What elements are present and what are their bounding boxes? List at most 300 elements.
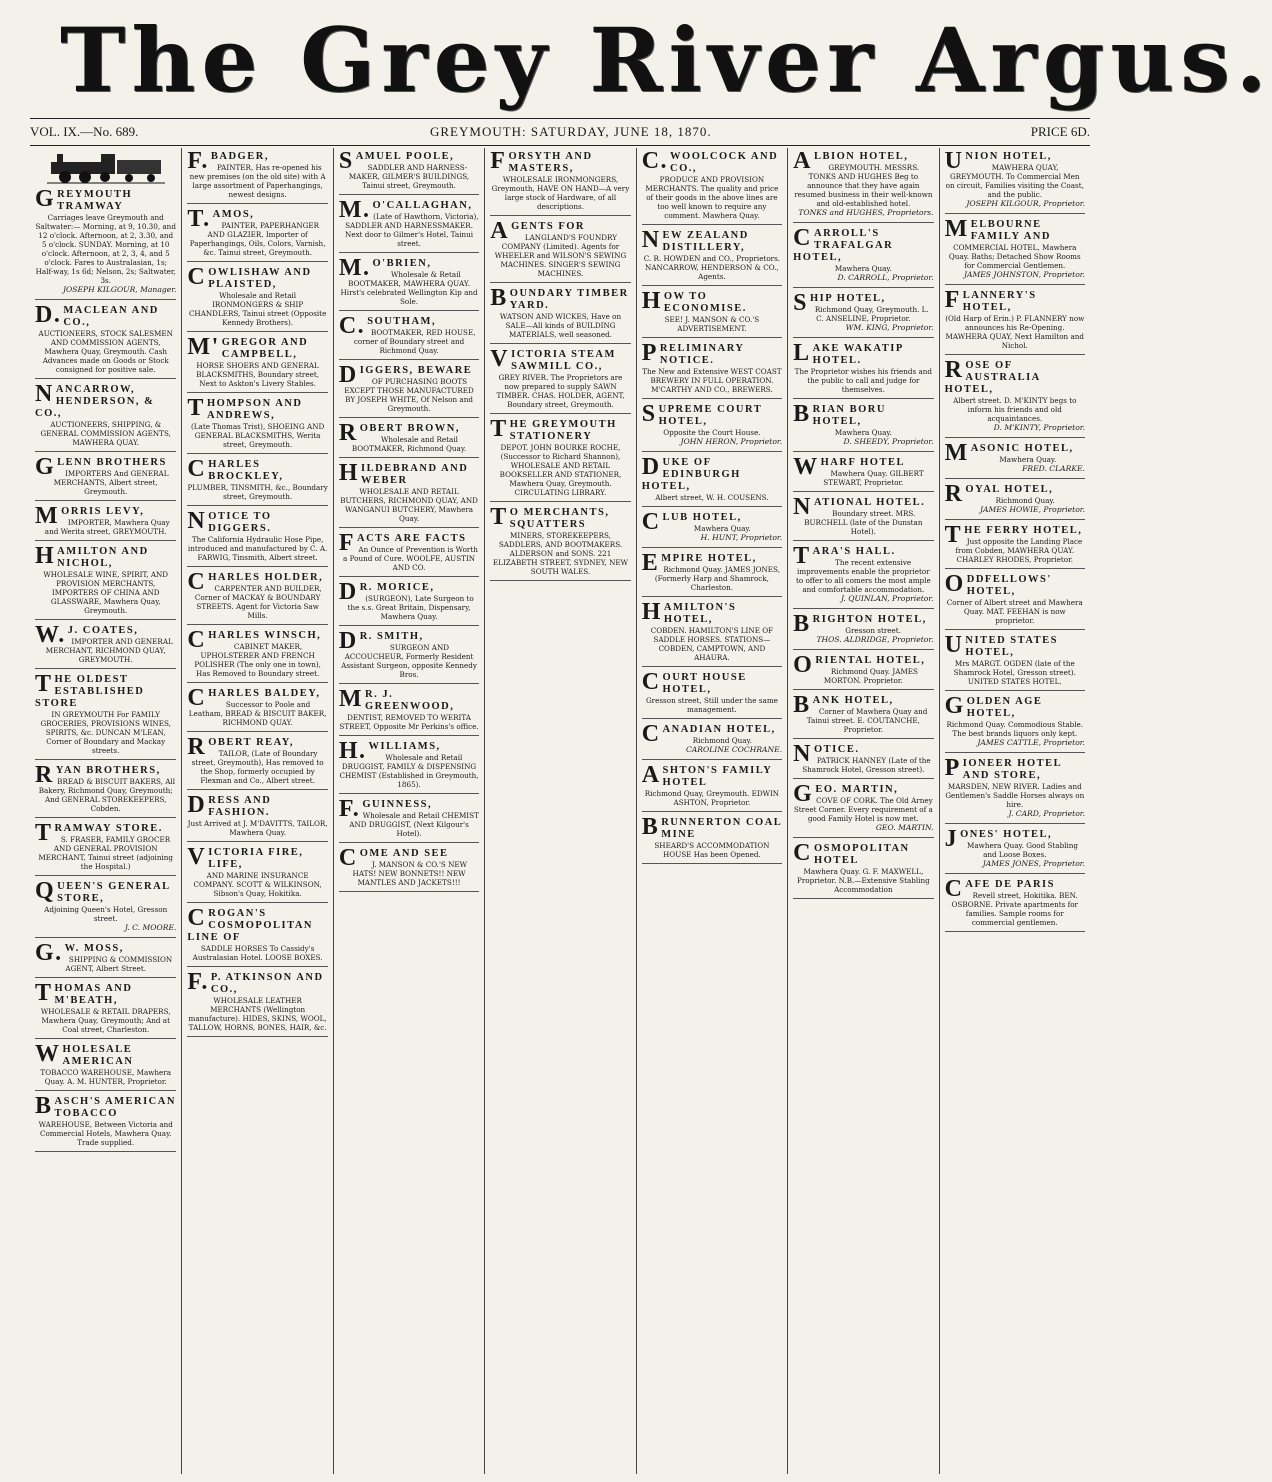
advertisement (642, 227, 782, 286)
ad-heading: CHARLES BROCKLEY, (187, 456, 284, 482)
ad-heading: GLENN BROTHERS (35, 454, 167, 480)
ad-heading: VICTORIA STEAM SAWMILL CO., (490, 346, 616, 372)
advertisement (339, 738, 479, 794)
ad-heading: GEO. MARTIN, (793, 781, 899, 807)
ad-body: WHOLESALE IRONMONGERS, Greymouth, HAVE ON HAND—A very large stock of Hardware, of all descriptions. (491, 175, 630, 211)
advertisement (187, 792, 327, 842)
dateline (30, 124, 1090, 146)
advertisement (642, 340, 782, 399)
advertisement (35, 454, 176, 501)
ad-body: Richmond Quay, Greymouth. EDWIN ASHTON, Proprietor. (644, 789, 780, 807)
ad-body: Richmond Quay. Commodious Stable. The best brands liquors only kept. (946, 720, 1084, 738)
ad-body: CABINET MAKER, UPHOLSTERER AND FRENCH POLISHER (The only one in town), Has Removed to Boundary street. (194, 642, 321, 678)
ad-heading: LAKE WAKATIP HOTEL. (793, 340, 904, 366)
ad-heading: THOMPSON AND ANDREWS, (187, 395, 303, 421)
advertisement (642, 288, 782, 338)
advertisement (35, 543, 176, 620)
ad-body: HORSE SHOERS AND GENERAL BLACKSMITHS, Boundary street, Next to Askton's Livery Stables. (196, 361, 320, 388)
ad-heading: SUPREME COURT HOTEL, (641, 401, 763, 427)
ad-heading: MORRIS LEVY, (35, 503, 145, 529)
ad-body: GREYMOUTH. MESSRS. TONKS AND HUGHES Beg to announce that they have again resumed business in their well-known and old-established hotel. (794, 163, 933, 208)
advertisement (642, 401, 782, 452)
ad-heading: GOLDEN AGE HOTEL, (944, 693, 1043, 719)
ad-body: Richmond Quay. JAMES JONES, (Formerly Harp and Shamrock, Charleston. (654, 565, 780, 592)
ad-heading: THE OLDEST ESTABLISHED STORE (35, 671, 145, 709)
ad-heading: RYAN BROTHERS, (35, 762, 161, 788)
advertisement (945, 876, 1085, 932)
ad-body: OF PURCHASING BOOTS EXCEPT THOSE MANUFACTURED BY JOSEPH WHITE, Of Nelson and Greymouth. (344, 377, 474, 413)
ad-heading: T.AMOS, (187, 206, 255, 232)
ad-body: Richmond Quay. (995, 496, 1055, 505)
ad-body: Mawhera Quay. (834, 264, 892, 273)
ad-heading: BOUNDARY TIMBER YARD. (490, 285, 629, 311)
ad-heading: ROBERT BROWN, (338, 420, 460, 446)
ad-body: The recent extensive improvements enable the proprietor to offer to all comers the most ample and comfortable accommodation. (795, 558, 931, 594)
ad-heading: BRUNNERTON COAL MINE (641, 814, 782, 840)
ad-heading: BRIGHTON HOTEL, (793, 611, 927, 637)
advertisement (187, 264, 327, 332)
advertisement (490, 504, 630, 581)
ad-body: IMPORTER AND GENERAL MERCHANT, RICHMOND QUAY, GREYMOUTH. (45, 637, 173, 664)
advertisement (187, 508, 327, 567)
advertisement (793, 652, 933, 690)
ad-signature: D. M'KINTY, Proprietor. (993, 423, 1085, 432)
ad-body: Richmond Quay. JAMES MORTON. Proprietor. (823, 667, 918, 685)
ad-body: WHOLESALE AND RETAIL BUTCHERS, RICHMOND QUAY, AND WANGANUI BUTCHERY, Mawhera Quay. (340, 487, 478, 523)
ad-body: The California Hydraulic Hose Pipe, introduced and manufactured by C. A. FARWIG, Tinsmith, Albert street. (187, 535, 328, 562)
ad-body: Corner of Mawhera Quay and Tainui street. E. COUTANCHE, Proprietor. (806, 707, 928, 734)
ad-heading: CANADIAN HOTEL, (641, 721, 776, 747)
ad-heading: NEW ZEALAND DISTILLERY, (641, 227, 749, 253)
ad-heading: ROBERT REAY, (187, 734, 295, 760)
advertisement (490, 148, 630, 216)
ad-heading: EMPIRE HOTEL, (641, 550, 757, 576)
ad-body: Wholesale and Retail CHEMIST AND DRUGGIST, (Next Kilgour's Hotel). (349, 811, 479, 838)
advertisement (187, 844, 327, 903)
ad-heading: ROYAL HOTEL, (944, 481, 1054, 507)
ad-heading: DUKE OF EDINBURGH HOTEL, (641, 454, 741, 492)
advertisement (339, 530, 479, 577)
ad-heading: FORSYTH AND MASTERS, (490, 148, 593, 174)
ad-body: Wholesale and Retail BOOTMAKER, Richmond Quay. (351, 435, 467, 453)
ad-heading: C.SOUTHAM, (338, 313, 437, 339)
ad-heading: FLANNERY'S HOTEL, (944, 287, 1037, 313)
ad-body: Gresson street. (845, 626, 901, 635)
ad-body: AUCTIONEERS, STOCK SALESMEN AND COMMISSION AGENTS, Mawhera Quay, Greymouth. Cash Advances made on Goods or Stock consigned for positive sale. (38, 329, 173, 374)
advertisement (339, 362, 479, 418)
ad-heading: TARA'S HALL. (793, 543, 896, 569)
ad-heading: GREYMOUTH TRAMWAY (35, 186, 133, 212)
advertisement (642, 454, 782, 507)
ad-body: An Ounce of Prevention is Worth a Pound of Cure. WOOLFE, AUSTIN AND CO. (343, 545, 478, 572)
advertisement (642, 509, 782, 548)
advertisement (187, 569, 327, 625)
advertisement (339, 420, 479, 458)
ad-signature: JOHN HERON, Proprietor. (680, 437, 783, 446)
advertisement (793, 543, 933, 609)
advertisement (187, 395, 327, 454)
ad-heading: G.W. MOSS, (35, 940, 124, 966)
ad-body: S. FRASER, FAMILY GROCER AND GENERAL PROVISION MERCHANT, Tainui street (adjoining the Hospital.) (38, 835, 174, 871)
advertisement (642, 762, 782, 812)
ad-heading: NATIONAL HOTEL. (793, 494, 926, 520)
ad-signature: JAMES JOHNSTON, Proprietor. (963, 270, 1085, 279)
ad-heading: F.BADGER, (187, 148, 269, 174)
ad-body: SHIPPING & COMMISSION AGENT, Albert Street. (65, 955, 173, 973)
ad-heading: WHOLESALE AMERICAN (35, 1041, 134, 1067)
ad-heading: W.J. COATES, (35, 622, 139, 648)
advertisement (339, 460, 479, 528)
advertisement (187, 905, 327, 967)
advertisement (187, 685, 327, 732)
advertisement (793, 781, 933, 838)
ad-heading: COME AND SEE (338, 845, 449, 871)
advertisement (35, 878, 176, 938)
ad-heading: MELBOURNE FAMILY AND (944, 216, 1051, 242)
ad-body: Mawhera Quay. (834, 428, 892, 437)
ad-body: PAINTER, PAPERHANGER AND GLAZIER, Importer of Paperhangings, Oils, Colors, Varnish, &c. Tainui street, Greymouth. (189, 221, 326, 257)
ad-heading: ODDFELLOWS' HOTEL, (944, 571, 1052, 597)
column-2 (181, 148, 332, 1474)
advertisement (793, 494, 933, 541)
advertisement (642, 721, 782, 760)
ad-body: SHEARD'S ACCOMMODATION HOUSE Has been Opened. (654, 841, 770, 859)
ad-heading: ORIENTAL HOTEL, (793, 652, 926, 678)
ad-heading: DIGGERS, BEWARE (338, 362, 473, 388)
ad-body: DENTIST, REMOVED TO WERITA STREET, Opposite Mr Perkins's office. (339, 713, 479, 731)
advertisement (642, 599, 782, 667)
masthead (0, 0, 1272, 118)
ad-body: COMMERCIAL HOTEL, Mawhera Quay. Baths; Detached Show Rooms for Commercial Gentlemen. (948, 243, 1081, 270)
advertisement (187, 734, 327, 790)
ad-heading: M.O'CALLAGHAN, (338, 197, 473, 223)
ad-body: AND MARINE INSURANCE COMPANY. SCOTT & WILKINSON, Sibson's Quay, Hokitika. (193, 871, 322, 898)
advertisement (793, 290, 933, 338)
top-rule (30, 118, 1090, 119)
ad-body: Adjoining Queen's Hotel, Gresson street. (44, 905, 168, 923)
ad-heading: DR. MORICE, (338, 579, 435, 605)
ad-body: (Late Thomas Trist), SHOEING AND GENERAL BLACKSMITHS, Werita street, Greymouth. (190, 422, 325, 449)
advertisement (793, 340, 933, 399)
ad-signature: J. CARD, Proprietor. (1008, 809, 1085, 818)
column-1 (30, 148, 181, 1474)
advertisement (793, 611, 933, 650)
ad-heading: CHARLES BALDEY, (187, 685, 321, 711)
ad-body: Wholesale and Retail DRUGGIST, FAMILY & DISPENSING CHEMIST (Established in Greymouth, 1865). (339, 753, 479, 789)
advertisement (793, 401, 933, 452)
ad-body: PLUMBER, TINSMITH, &c., Boundary street, Greymouth. (187, 483, 328, 501)
ad-signature: D. CARROLL, Proprietor. (837, 273, 934, 282)
ad-body: BOOTMAKER, RED HOUSE, corner of Boundary street and Richmond Quay. (353, 328, 476, 355)
ad-signature: CAROLINE COCHRANE. (685, 745, 783, 754)
advertisement (35, 820, 176, 876)
ad-body: COVE OF CORK. The Old Arney Street Corner. Every requirement of a good Family Hotel is now met. (793, 796, 933, 823)
advertisement (793, 692, 933, 739)
ad-heading: M.O'BRIEN, (338, 255, 432, 281)
ad-body: PAINTER, Has re-opened his new premises (on the old site) with A large assortment of Paperhangings, newest designs. (189, 163, 326, 199)
advertisement (339, 628, 479, 684)
advertisement (945, 440, 1085, 479)
advertisement (793, 225, 933, 288)
ad-body: Successor to Poole and Leatham, BREAD & BISCUIT BAKER, RICHMOND QUAY. (188, 700, 327, 727)
dateline-rule (30, 145, 1090, 146)
ad-heading: UNITED STATES HOTEL, (944, 632, 1059, 658)
ad-heading: CAFE DE PARIS (944, 876, 1055, 902)
ad-heading: M'GREGOR AND CAMPBELL, (187, 334, 309, 360)
ad-body: MAWHERA QUAY, GREYMOUTH. To Commercial Men on circuit, Families visiting the Coast, and the public. (945, 163, 1084, 199)
ad-heading: TO MERCHANTS, SQUATTERS (490, 504, 610, 530)
advertisement (339, 313, 479, 360)
advertisement (35, 1093, 176, 1152)
ad-body: COBDEN. HAMILTON'S LINE OF SADDLE HORSES. STATIONS—COBDEN, CAMPTOWN, AND AHAURA. (650, 626, 774, 662)
ad-body: Mawhera Quay. Good Stabling and Loose Boxes. (967, 841, 1079, 859)
ad-body: DEPOT. JOHN BOURKE ROCHE, (Successor to Richard Shannon), WHOLESALE AND RETAIL BOOKSELLER AND STATIONER, Mawhera Quay, Greymouth. CIRCULATING LIBRARY. (499, 443, 622, 497)
ad-heading: PRELIMINARY NOTICE. (641, 340, 745, 366)
ad-body: BREAD & BISCUIT BAKERS, All Bakery, Richmond Quay, Greymouth; And GENERAL STOREKEEPERS, Cobden. (38, 777, 176, 813)
advertisement (945, 755, 1085, 824)
locomotive-engraving (47, 150, 165, 184)
advertisement (187, 456, 327, 506)
ad-body: Wholesale & Retail BOOTMAKER, MAWHERA QUAY. Hirst's celebrated Wellington Kip and Sole. (340, 270, 478, 306)
ad-heading: VICTORIA FIRE, LIFE, (187, 844, 304, 870)
column-4 (484, 148, 635, 1474)
ad-body: MINERS, STOREKEEPERS, SADDLERS, AND BOOTMAKERS. ALDERSON and SONS. 221 ELIZABETH STREET, SYDNEY, NEW SOUTH WALES. (492, 531, 629, 576)
ad-heading: BANK HOTEL, (793, 692, 894, 718)
ad-body: SADDLE HORSES To Cassidy's Australasian Hotel. LOOSE BOXES. (192, 944, 323, 962)
advertisement (35, 1041, 176, 1091)
ad-heading: HAMILTON AND NICHOL, (35, 543, 149, 569)
ad-body: Richmond Quay. (692, 736, 752, 745)
ad-body: Gresson street, Still under the same management. (645, 696, 778, 714)
ad-heading: THE FERRY HOTEL, (944, 522, 1083, 548)
volume-number: VOL. IX.—No. 689. (30, 124, 139, 139)
ad-body: WHOLESALE & RETAIL DRAPERS, Mawhera Quay, Greymouth; And at Coal street, Charleston. (40, 1007, 171, 1034)
advertisement (793, 148, 933, 223)
ad-body: Mawhera Quay. G. F. MAXWELL, Proprietor. N.B.—Extensive Stabling Accommodation (797, 867, 930, 894)
ad-heading: NOTICE. (793, 741, 860, 767)
ad-body: Mawhera Quay. GILBERT STEWART, Proprietor. (823, 469, 924, 487)
advertisement (35, 622, 176, 669)
ad-signature: JOSEPH KILGOUR, Proprietor. (966, 199, 1085, 208)
ad-body: Boundary street. MRS. BURCHELL (late of the Dunstan Hotel). (804, 509, 923, 536)
advertisement (945, 481, 1085, 520)
ad-heading: JONES' HOTEL, (944, 826, 1053, 852)
advertisement (339, 148, 479, 195)
advertisement (35, 762, 176, 818)
ad-heading: C.WOOLCOCK AND CO., (641, 148, 779, 174)
advertisement (793, 454, 933, 492)
ad-body: WATSON AND WICKES, Have on SALE—All kinds of BUILDING MATERIALS, well seasoned. (499, 312, 622, 339)
ad-body: (Late of Hawthorn, Victoria), SADDLER AND HARNESSMAKER. Next door to Gilmer's Hotel, Tainui street. (345, 212, 479, 248)
ad-heading: BRIAN BORU HOTEL, (793, 401, 886, 427)
ad-heading: AGENTS FOR (490, 218, 586, 244)
ad-heading: ALBION HOTEL, (793, 148, 909, 174)
ad-heading: COWLISHAW AND PLAISTED, (187, 264, 312, 290)
ad-heading: HAMILTON'S HOTEL, (641, 599, 737, 625)
ad-signature: GEO. MARTIN. (875, 823, 934, 832)
advertisement (945, 216, 1085, 285)
ad-body: Albert street. D. M'KINTY begs to inform his friends and old acquaintances. (953, 396, 1077, 423)
ad-signature: FRED. CLARKE. (1022, 464, 1085, 473)
ad-heading: COURT HOUSE HOTEL, (641, 669, 747, 695)
ad-body: The New and Extensive WEST COAST BREWERY IN FULL OPERATION. M'CARTHY AND CO., BREWERS. (642, 367, 782, 394)
ad-body: C. R. HOWDEN and CO., Proprietors. NANCARROW, HENDERSON & CO., Agents. (643, 254, 781, 281)
ad-body: TAILOR, (Late of Boundary street, Greymouth), Has removed to the Shop, formerly occupied by Flexman and Co., Albert street. (191, 749, 324, 785)
advertisement (187, 148, 327, 204)
ad-signature: WM. KING, Proprietor. (845, 323, 934, 332)
ad-body: Mrs MARGT. OGDEN (late of the Shamrock Hotel, Gresson street). UNITED STATES HOTEL. (953, 659, 1076, 686)
ad-body: LANGLAND'S FOUNDRY COMPANY (Limited). Agents for WHEELER and WILSON'S SEWING MACHINES. SINGER'S SEWING MACHINES. (494, 233, 627, 278)
ad-body: Mawhera Quay. (999, 455, 1057, 464)
advertisement (35, 980, 176, 1039)
ad-heading: ROSE OF AUSTRALIA HOTEL, (944, 357, 1041, 395)
ad-signature: JOSEPH KILGOUR, Manager. (63, 285, 177, 294)
advertisement (187, 627, 327, 683)
ad-body: (SURGEON), Late Surgeon to the s.s. Great Britain, Dispensary, Mawhera Quay. (347, 594, 474, 621)
ad-body: IMPORTER, Mawhera Quay and Werita street, GREYMOUTH. (44, 518, 170, 536)
ad-signature: THOS. ALDRIDGE, Proprietor. (816, 635, 934, 644)
ad-heading: THE GREYMOUTH STATIONERY (490, 416, 617, 442)
masthead-title: The Grey River Argus. (60, 8, 1272, 112)
ad-body: Albert street, W. H. COUSENS. (655, 493, 769, 502)
advertisement (187, 206, 327, 262)
ad-body: Carriages leave Greymouth and Saltwater:— Morning, at 9, 10.30, and 12 o'clock. Afternoon, at 2, 3.30, and 5 o'clock. SUNDAY. Morning, at 10 o'clock. Afternoon, at 2, 3, 4, and 5 o'clock. Fares to Australasian, 1s; Half-way, 1s 6d; Nelson, 2s; Saltwater, 3s. (35, 213, 176, 285)
ad-body: J. MANSON & CO.'S NEW HATS! NEW BONNETS!! NEW MANTLES AND JACKETS!!! (352, 860, 468, 887)
advertisement (490, 416, 630, 502)
ad-body: SADDLER AND HARNESS-MAKER, GILMER'S BUILDINGS, Tainui street, Greymouth. (348, 163, 470, 190)
ad-signature: D. SHEEDY, Proprietor. (843, 437, 934, 446)
advertisement (945, 632, 1085, 691)
advertisement (642, 814, 782, 864)
ad-body: WAREHOUSE, Between Victoria and Commercial Hotels, Mawhera Quay. Trade supplied. (38, 1120, 173, 1147)
ad-heading: FACTS ARE FACTS (338, 530, 467, 556)
advertisement (642, 550, 782, 597)
ad-signature: JAMES JONES, Proprietor. (982, 859, 1085, 868)
ad-heading: NANCARROW, HENDERSON, & CO., (35, 381, 155, 419)
advertisement (35, 503, 176, 541)
advertisement (490, 218, 630, 283)
ad-signature: J. QUINLAN, Proprietor. (840, 594, 934, 603)
ad-heading: D.MACLEAN AND CO., (35, 302, 159, 328)
price: PRICE 6D. (1030, 124, 1090, 139)
ad-body: WHOLESALE WINE, SPIRIT, AND PROVISION MERCHANTS, IMPORTERS OF CHINA AND GLASSWARE, Mawhera Quay, Greymouth. (43, 570, 169, 615)
ad-body: (Old Harp of Erin.) P. FLANNERY now announces his Re-Opening. MAWHERA QUAY, Next Hamilton and Nichol. (945, 314, 1085, 350)
ad-body: Just opposite the Landing Place from Cobden, MAWHERA QUAY. CHARLEY RHODES, Proprietor. (955, 537, 1083, 564)
ad-heading: PIONEER HOTEL AND STORE, (944, 755, 1062, 781)
advertisement (339, 686, 479, 736)
column-5 (636, 148, 787, 1474)
ad-heading: THOMAS AND M'BEATH, (35, 980, 133, 1006)
advertisement (187, 334, 327, 393)
advertisement (339, 255, 479, 311)
advertisement (35, 381, 176, 452)
ad-heading: F.P. ATKINSON AND CO., (187, 969, 324, 995)
column-7 (939, 148, 1090, 1474)
advertisement (35, 940, 176, 978)
ad-signature: H. HUNT, Proprietor. (700, 533, 783, 542)
advertisement (945, 522, 1085, 569)
column-3 (333, 148, 484, 1474)
ad-heading: QUEEN'S GENERAL STORE, (35, 878, 171, 904)
advertisement (793, 840, 933, 899)
ad-heading: HOW TO ECONOMISE. (641, 288, 747, 314)
ad-body: TOBACCO WAREHOUSE, Mawhera Quay. A. M. HUNTER, Proprietor. (40, 1068, 171, 1086)
ad-signature: J. C. MOORE. (124, 923, 177, 932)
ad-heading: SAMUEL POOLE, (338, 148, 455, 174)
ad-signature: JAMES HOWIE, Proprietor. (979, 505, 1085, 514)
ad-body: WHOLESALE LEATHER MERCHANTS (Wellington manufacture). HIDES, SKINS, WOOL, TALLOW, HORNS, BONES, HAIR, &c. (188, 996, 327, 1032)
advertisement (35, 302, 176, 379)
ad-heading: TRAMWAY STORE. (35, 820, 163, 846)
ad-body: SURGEON AND ACCOUCHEUR, Formerly Resident Assistant Surgeon, opposite Kennedy Bros. (341, 643, 477, 679)
ad-heading: CHARLES HOLDER, (187, 569, 324, 595)
ad-heading: H.WILLIAMS, (338, 738, 441, 764)
advertisement (339, 796, 479, 843)
ad-heading: UNION HOTEL, (944, 148, 1052, 174)
ad-body: IMPORTERS And GENERAL MERCHANTS, Albert street, Greymouth. (53, 469, 169, 496)
ad-body: GREY RIVER. The Proprietors are now prepared to supply SAWN TIMBER. CHAS. HOLDER, AGENT, Boundary street, Greymouth. (496, 373, 625, 409)
advertisement (642, 669, 782, 719)
ad-heading: MR. J. GREENWOOD, (338, 686, 455, 712)
advertisement (339, 197, 479, 253)
ad-heading: F.GUINNESS, (338, 796, 433, 822)
advertisement (945, 826, 1085, 874)
ad-body: The Proprietor wishes his friends and the public to call and judge for themselves. (794, 367, 933, 394)
ad-heading: MASONIC HOTEL, (944, 440, 1074, 466)
advertisement (490, 285, 630, 344)
columns (30, 148, 1090, 1474)
advertisement (490, 346, 630, 414)
ad-heading: NOTICE TO DIGGERS. (187, 508, 272, 534)
advertisement (945, 357, 1085, 438)
ad-heading: CROGAN'S COSMOPOLITAN LINE OF (187, 905, 313, 943)
advertisement (793, 741, 933, 779)
advertisement (339, 845, 479, 892)
ad-heading: HILDEBRAND AND WEBER (338, 460, 469, 486)
advertisement (945, 148, 1085, 214)
ad-body: MARSDEN, NEW RIVER. Ladies and Gentlemen's Saddle Horses always on hire. (945, 782, 1085, 809)
ad-body: IN GREYMOUTH For FAMILY GROCERIES, PROVISIONS WINES, SPIRITS, &c. DUNCAN M'LEAN, Corner of Boundary and Mackay streets. (40, 710, 171, 755)
ad-heading: SHIP HOTEL, (793, 290, 886, 316)
advertisement (945, 287, 1085, 355)
ad-heading: CLUB HOTEL, (641, 509, 742, 535)
column-6 (787, 148, 938, 1474)
ad-signature: JAMES CATTLE, Proprietor. (977, 738, 1085, 747)
ad-heading: CHARLES WINSCH, (187, 627, 322, 653)
ad-body: Corner of Albert street and Mawhera Quay. MAT. FEEHAN is now proprietor. (946, 598, 1083, 625)
ad-body: Mawhera Quay. (693, 524, 751, 533)
advertisement (187, 969, 327, 1037)
ad-body: CARPENTER AND BUILDER, Corner of MACKAY & BOUNDARY STREETS. Agent for Victoria Saw Mills. (194, 584, 322, 620)
ad-body: PATRICK HANNEY (Late of the Shamrock Hotel, Gresson street). (802, 756, 931, 774)
ad-body: AUCTIONEERS, SHIPPING, & GENERAL COMMISSION AGENTS, MAWHERA QUAY. (40, 420, 171, 447)
ad-body: Richmond Quay, Greymouth. L. C. ANSELINE, Proprietor. (814, 305, 929, 323)
ad-heading: BASCH'S AMERICAN TOBACCO (35, 1093, 176, 1119)
ad-heading: DR. SMITH, (338, 628, 424, 654)
place-date: GREYMOUTH: SATURDAY, JUNE 18, 1870. (430, 124, 712, 139)
ad-body: Just Arrived at J. M'DAVITTS, TAILOR, Mawhera Quay. (187, 819, 328, 837)
ad-body: Revell street, Hokitika. BEN. OSBORNE. Private apartments for families. Sample rooms for commercial gentlemen. (951, 891, 1078, 927)
ad-heading: ASHTON'S FAMILY HOTEL (641, 762, 772, 788)
advertisement (945, 571, 1085, 630)
advertisement (339, 579, 479, 626)
ad-body: Wholesale and Retail IRONMONGERS & SHIP CHANDLERS, Tainui street (Opposite Kennedy Brothers). (188, 291, 327, 327)
ad-body: PRODUCE AND PROVISION MERCHANTS. The quality and price of their goods in the above lines are too well known to require any comment. Mawhera Quay. (645, 175, 779, 220)
ad-heading: COSMOPOLITAN HOTEL (793, 840, 910, 866)
ad-signature: TONKS and HUGHES, Proprietors. (798, 208, 934, 217)
ad-heading: DRESS AND FASHION. (187, 792, 272, 818)
advertisement (945, 693, 1085, 753)
